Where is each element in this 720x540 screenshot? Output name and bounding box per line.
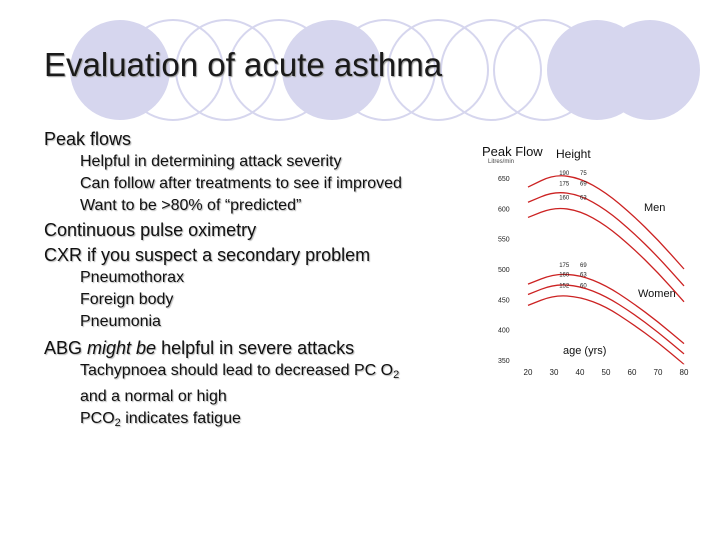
men-height-cm: 160 (559, 195, 570, 202)
series-line-1 (528, 176, 684, 269)
y-tick-label: 350 (498, 358, 510, 365)
men-height-cm: 175 (559, 181, 570, 188)
x-tick-label: 80 (679, 368, 689, 377)
subscript: 2 (393, 369, 400, 381)
men-height-in: 75 (580, 170, 587, 177)
height-header: Height (556, 147, 591, 161)
women-label: Women (638, 288, 676, 300)
y-tick-label: 500 (498, 267, 510, 274)
subscript: 2 (114, 417, 121, 429)
bullet-abg (44, 337, 464, 360)
men-label: Men (644, 202, 666, 214)
x-axis-label: age (yrs) (563, 345, 607, 357)
series-line-4 (528, 274, 684, 343)
men-height-cm: 190 (559, 170, 570, 177)
y-tick-label: 400 (498, 327, 510, 335)
x-tick-label: 20 (523, 368, 533, 377)
bullet-list (44, 126, 464, 434)
fatigue-text: indicates fatigue (120, 410, 241, 427)
tachypnoea-text: Tachypnoea should lead to decreased PC O (80, 362, 394, 379)
women-height-cm: 160 (559, 272, 570, 279)
y-tick-label: 650 (498, 176, 510, 183)
y-tick-label: 450 (498, 297, 510, 305)
sub-bullet: Foreign body (80, 291, 174, 308)
abg-prefix: ABG (44, 338, 88, 358)
women-height-cm: 175 (559, 263, 570, 269)
sub-bullet-tachypnoea (44, 360, 464, 386)
chart-title: Peak Flow (482, 144, 543, 159)
x-tick-label: 50 (601, 368, 611, 377)
y-axis-label: Litres/min (488, 159, 515, 165)
bullet-pulse-oximetry: Continuous pulse oximetry (44, 220, 257, 240)
bullet-peak-flows: Peak flows (44, 129, 132, 149)
x-tick-label: 70 (653, 368, 663, 377)
women-height-in: 60 (580, 283, 587, 290)
abg-suffix: helpful in severe attacks (156, 338, 355, 358)
sub-bullet: Want to be >80% of “predicted” (80, 197, 302, 214)
sub-bullet: Pneumonia (80, 313, 161, 330)
sub-bullet: Can follow after treatments to see if improved (80, 175, 402, 192)
women-height-in: 63 (580, 272, 587, 279)
slide-title: Evaluation of acute asthma (44, 46, 443, 83)
men-height-in: 63 (580, 195, 587, 202)
abg-emphasis: might be (87, 338, 157, 358)
x-tick-label: 40 (575, 368, 585, 377)
sub-bullet-fatigue (44, 408, 464, 434)
sub-bullet: Pneumothorax (80, 269, 185, 286)
women-height-cm: 152 (559, 283, 570, 290)
y-tick-label: 550 (498, 236, 510, 244)
peak-flow-chart (480, 135, 698, 380)
x-tick-label: 30 (549, 368, 559, 377)
x-tick-label: 60 (627, 368, 637, 377)
bullet-cxr: CXR if you suspect a secondary problem (44, 245, 371, 265)
pco-text: PCO (80, 410, 115, 427)
women-height-in: 69 (580, 263, 587, 269)
y-tick-label: 600 (498, 206, 510, 214)
sub-bullet-normal-high: and a normal or high (80, 388, 227, 405)
sub-bullet: Helpful in determining attack severity (80, 153, 342, 170)
men-height-in: 69 (580, 181, 587, 188)
